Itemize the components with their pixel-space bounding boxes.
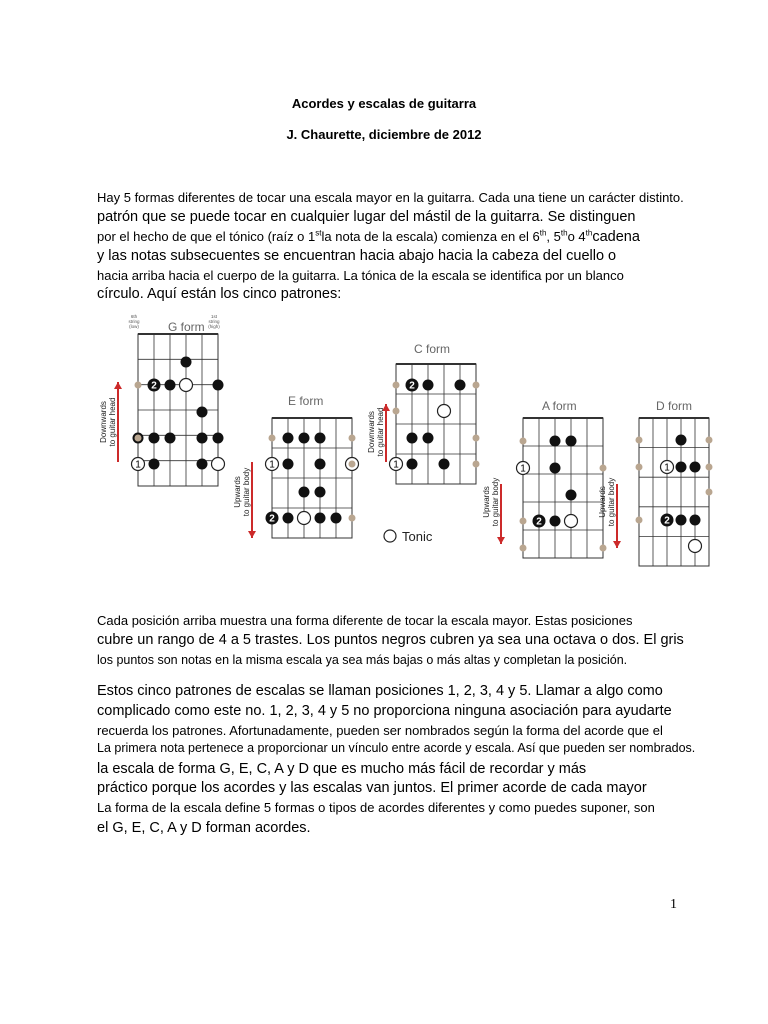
tonic-dot: [438, 405, 451, 418]
grey-note-dot: [473, 435, 480, 442]
p1-line-1: Hay 5 formas diferentes de tocar una escala mayor en la guitarra. Cada una tiene un carácter distinto.: [97, 190, 684, 205]
string-note-label-1: string: [128, 319, 140, 324]
scale-patterns-figure: [96, 312, 718, 570]
p1-line-3: [97, 229, 640, 245]
p2-line-3: los puntos son notas en la misma escala ya sea más bajas o más altas y completan la posición.: [97, 653, 628, 667]
tonic-dot: [565, 515, 578, 528]
arrow-caption-line1: Upwards: [598, 486, 607, 518]
grey-note-dot: [473, 382, 480, 389]
p3-line-3: recuerda los patrones. Afortunadamente, pueden ser nombrados según la forma del acorde que el: [97, 723, 663, 738]
scale-note-dot: [550, 463, 561, 474]
scale-note-dot: [566, 490, 577, 501]
scale-note-dot: [197, 459, 208, 470]
finger-1-label: 1: [393, 459, 399, 471]
scale-note-dot: [283, 433, 294, 444]
string-note-label-1: (low): [129, 324, 139, 329]
page-number: 1: [670, 897, 677, 912]
grey-note-dot: [600, 465, 607, 472]
grey-note-dot: [135, 382, 142, 389]
p3-line-7: La forma de la escala define 5 formas o tipos de acordes diferentes y como puedes suponer, son: [97, 800, 655, 815]
arrow-caption-1: [99, 398, 117, 447]
arrow-head-5: [613, 541, 621, 548]
scale-note-dot: [197, 407, 208, 418]
scale-note-dot: [315, 487, 326, 498]
scale-note-dot: [331, 513, 342, 524]
sup-th-3: th: [585, 228, 593, 238]
tonic-dot: [180, 379, 193, 392]
p3-line-2: complicado como este no. 1, 2, 3, 4 y 5 no proporciona ninguna asociación para ayudarte: [97, 703, 672, 719]
finger-2-label: 2: [409, 380, 415, 392]
arrow-caption-line2: to guitar body: [242, 467, 251, 517]
scale-note-dot: [181, 357, 192, 368]
p1-line-5: hacia arriba hacia el cuerpo de la guitarra. La tónica de la escala se identifica por un blanco: [97, 268, 624, 283]
grey-note-dot: [636, 464, 643, 471]
form-label-2: E form: [288, 394, 324, 408]
grey-note-dot: [520, 518, 527, 525]
grey-note-dot: [636, 517, 643, 524]
form-label-5: D form: [656, 399, 692, 413]
scale-note-dot: [676, 515, 687, 526]
sup-th-1: th: [539, 228, 547, 238]
document-title: Acordes y escalas de guitarra: [291, 96, 477, 111]
grey-note-dot: [706, 464, 713, 471]
grey-note-dot: [349, 461, 356, 468]
p1-line-3-e: cadena: [592, 229, 640, 245]
finger-2-label: 2: [664, 515, 670, 527]
scale-note-dot: [315, 513, 326, 524]
scale-note-dot: [550, 436, 561, 447]
arrow-head-2: [248, 531, 256, 538]
scale-note-dot: [423, 433, 434, 444]
grey-note-dot: [706, 489, 713, 496]
sup-th-2: th: [560, 228, 568, 238]
string-note-label-2: (high): [208, 324, 220, 329]
tonic-dot: [298, 512, 311, 525]
p1-line-3-d: o 4: [567, 229, 586, 244]
grey-note-dot: [393, 408, 400, 415]
p1-line-2: patrón que se puede tocar en cualquier lugar del mástil de la guitarra. Se distinguen: [97, 209, 636, 225]
scale-note-dot: [690, 515, 701, 526]
finger-1-label: 1: [135, 459, 141, 471]
string-note-label-1: 6th: [130, 314, 138, 319]
scale-note-dot: [423, 380, 434, 391]
arrow-caption-line1: Upwards: [482, 486, 491, 518]
grey-note-dot: [269, 435, 276, 442]
grey-note-dot: [349, 435, 356, 442]
p3-line-4: La primera nota pertenece a proporcionar un vínculo entre acorde y escala. Así que pueden ser nombrados.: [97, 741, 696, 755]
p3-line-5: la escala de forma G, E, C, A y D que es mucho más fácil de recordar y más: [97, 761, 587, 777]
scale-note-dot: [299, 433, 310, 444]
string-note-label-2: 1st: [210, 314, 218, 319]
scale-note-dot: [690, 462, 701, 473]
p1-line-3-c: , 5: [546, 229, 561, 244]
tonic-dot: [212, 458, 225, 471]
arrow-caption-line1: Downwards: [99, 401, 108, 443]
grey-note-dot: [520, 545, 527, 552]
scale-note-dot: [407, 459, 418, 470]
scale-note-dot: [299, 487, 310, 498]
arrow-caption-5: [598, 478, 616, 526]
arrow-caption-line2: to guitar body: [607, 477, 616, 527]
scale-note-dot: [283, 459, 294, 470]
p1-line-6: círculo. Aquí están los cinco patrones:: [97, 286, 342, 302]
p2-line-1: Cada posición arriba muestra una forma diferente de tocar la escala mayor. Estas posiciones: [97, 613, 633, 628]
string-note-label-2: string: [208, 319, 220, 324]
grey-note-dot: [706, 437, 713, 444]
arrow-caption-line2: to guitar body: [491, 477, 500, 527]
arrow-caption-3: [367, 408, 385, 457]
arrow-caption-4: [482, 478, 500, 526]
form-label-3: C form: [414, 342, 450, 356]
scale-note-dot: [315, 433, 326, 444]
finger-1-label: 1: [664, 462, 670, 474]
arrow-caption-2: [233, 468, 251, 516]
tonic-legend-label: Tonic: [402, 529, 433, 544]
finger-1-label: 1: [269, 459, 275, 471]
arrow-head-4: [497, 537, 505, 544]
arrow-caption-line1: Downwards: [367, 411, 376, 453]
p1-line-4: y las notas subsecuentes se encuentran hacia abajo hacia la cabeza del cuello o: [97, 248, 617, 264]
p2-line-2: cubre un rango de 4 a 5 trastes. Los puntos negros cubren ya sea una octava o dos. El gris: [97, 632, 684, 648]
scale-note-dot: [149, 433, 160, 444]
p1-line-3-a: por el hecho de que el tónico (raíz o 1: [97, 229, 316, 244]
scale-note-dot: [165, 433, 176, 444]
p3-line-1: Estos cinco patrones de escalas se llaman posiciones 1, 2, 3, 4 y 5. Llamar a algo como: [97, 683, 663, 699]
scale-note-dot: [676, 462, 687, 473]
finger-2-label: 2: [151, 380, 157, 392]
tonic-legend-icon: [384, 530, 396, 542]
arrow-caption-line1: Upwards: [233, 476, 242, 508]
scale-note-dot: [566, 436, 577, 447]
form-label-1: G form: [168, 320, 205, 334]
scale-note-dot: [676, 435, 687, 446]
scale-note-dot: [550, 516, 561, 527]
form-label-4: A form: [542, 399, 577, 413]
grey-note-dot: [135, 435, 142, 442]
grey-note-dot: [636, 437, 643, 444]
tonic-dot: [689, 540, 702, 553]
scale-note-dot: [455, 380, 466, 391]
scale-note-dot: [283, 513, 294, 524]
grey-note-dot: [393, 382, 400, 389]
grey-note-dot: [349, 515, 356, 522]
finger-2-label: 2: [269, 513, 275, 525]
p1-line-3-b: la nota de la escala) comienza en el 6: [321, 229, 540, 244]
fretboard-4: [523, 418, 603, 558]
scale-note-dot: [197, 433, 208, 444]
finger-2-label: 2: [536, 516, 542, 528]
arrow-caption-line2: to guitar head: [108, 397, 117, 447]
scale-note-dot: [149, 459, 160, 470]
scale-note-dot: [439, 459, 450, 470]
p3-line-8: el G, E, C, A y D forman acordes.: [97, 820, 311, 836]
arrow-caption-line2: to guitar head: [376, 407, 385, 457]
arrow-head-1: [114, 382, 122, 389]
p3-line-6: práctico porque los acordes y las escalas van juntos. El primer acorde de cada mayor: [97, 780, 647, 796]
grey-note-dot: [600, 545, 607, 552]
scale-note-dot: [213, 433, 224, 444]
grey-note-dot: [520, 438, 527, 445]
sup-st: st: [315, 228, 322, 238]
author-line: J. Chaurette, diciembre de 2012: [286, 127, 482, 142]
scale-note-dot: [213, 380, 224, 391]
finger-1-label: 1: [520, 463, 526, 475]
scale-note-dot: [407, 433, 418, 444]
grey-note-dot: [473, 461, 480, 468]
scale-note-dot: [165, 380, 176, 391]
scale-note-dot: [315, 459, 326, 470]
